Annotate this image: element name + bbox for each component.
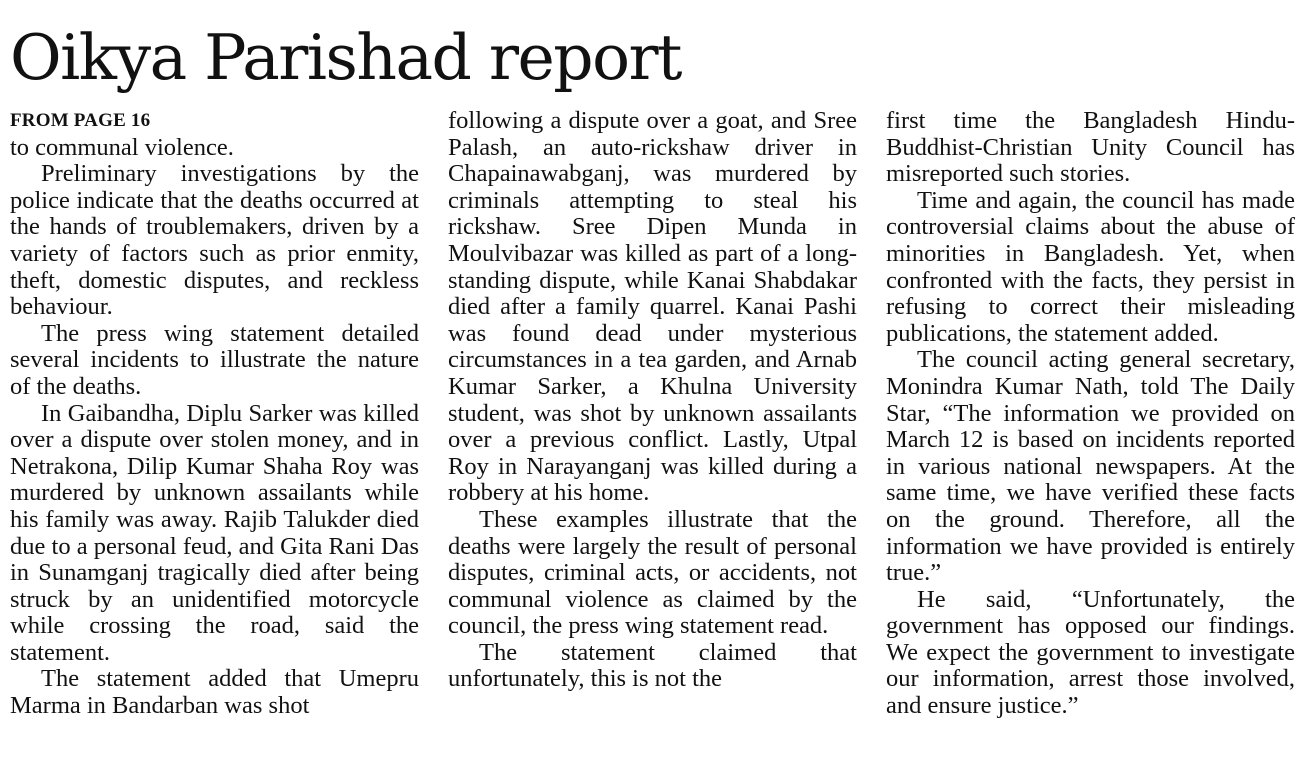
paragraph: He said, “Unfortunately, the government has opposed our findings. We expect the government to investigate our information, arrest those involved, and ensure justice.” [886, 585, 1295, 720]
paragraph: These examples illustrate that the deaths were largely the result of personal disputes, criminal acts, or accidents, not communal violence as claimed by the council, the press wing statement read. [448, 505, 857, 640]
paragraph: first time the Bangladesh Hindu-Buddhist-Christian Unity Council has misreported such stories. [886, 107, 1295, 188]
article-column-1 [10, 108, 419, 720]
paragraph: The press wing statement detailed several incidents to illustrate the nature of the deaths. [10, 319, 419, 400]
paragraph: Time and again, the council has made controversial claims about the abuse of minorities in Bangladesh. Yet, when confronted with the facts, they persist in refusing to correct their misleading publications, the statement added. [886, 186, 1295, 347]
headline: Oikya Parishad report [10, 21, 681, 94]
paragraph: In Gaibandha, Diplu Sarker was killed over a dispute over stolen money, and in Netrakona, Dilip Kumar Shaha Roy was murdered by unknown assailants while his family was away. Rajib Talukder died due to a personal feud, and Gita Rani Das in Sunamganj tragically died after being struck by an unidentified motorcycle while crossing the road, said the statement. [10, 399, 419, 666]
paragraph: following a dispute over a goat, and Sree Palash, an auto-rickshaw driver in Chapainawabganj, was murdered by criminals attempting to steal his rickshaw. Sree Dipen Munda in Moulvibazar was killed as part of a long-standing dispute, while Kanai Shabdakar died after a family quarrel. Kanai Pashi was found dead under mysterious circumstances in a tea garden, and Arnab Kumar Sarker, a Khulna University student, was shot by unknown assailants over a previous conflict. Lastly, Utpal Roy in Narayanganj was killed during a robbery at his home. [448, 107, 857, 507]
article-column-2 [448, 108, 857, 693]
paragraph: Preliminary investigations by the police indicate that the deaths occurred at the hands of troublemakers, driven by a variety of factors such as prior enmity, theft, domestic disputes, and reckless behaviour. [10, 160, 419, 321]
jump-label: FROM PAGE 16 [10, 110, 151, 131]
paragraph: The statement claimed that unfortunately, this is not the [448, 638, 857, 693]
article-column-3 [886, 108, 1295, 720]
paragraph: to communal violence. [10, 133, 234, 161]
paragraph: The council acting general secretary, Monindra Kumar Nath, told The Daily Star, “The information we provided on March 12 is based on incidents reported in various national newspapers. At the same time, we have verified these facts on the ground. Therefore, all the information we have provided is entirely true.” [886, 346, 1295, 587]
paragraph: The statement added that Umepru Marma in Bandarban was shot [10, 665, 419, 720]
